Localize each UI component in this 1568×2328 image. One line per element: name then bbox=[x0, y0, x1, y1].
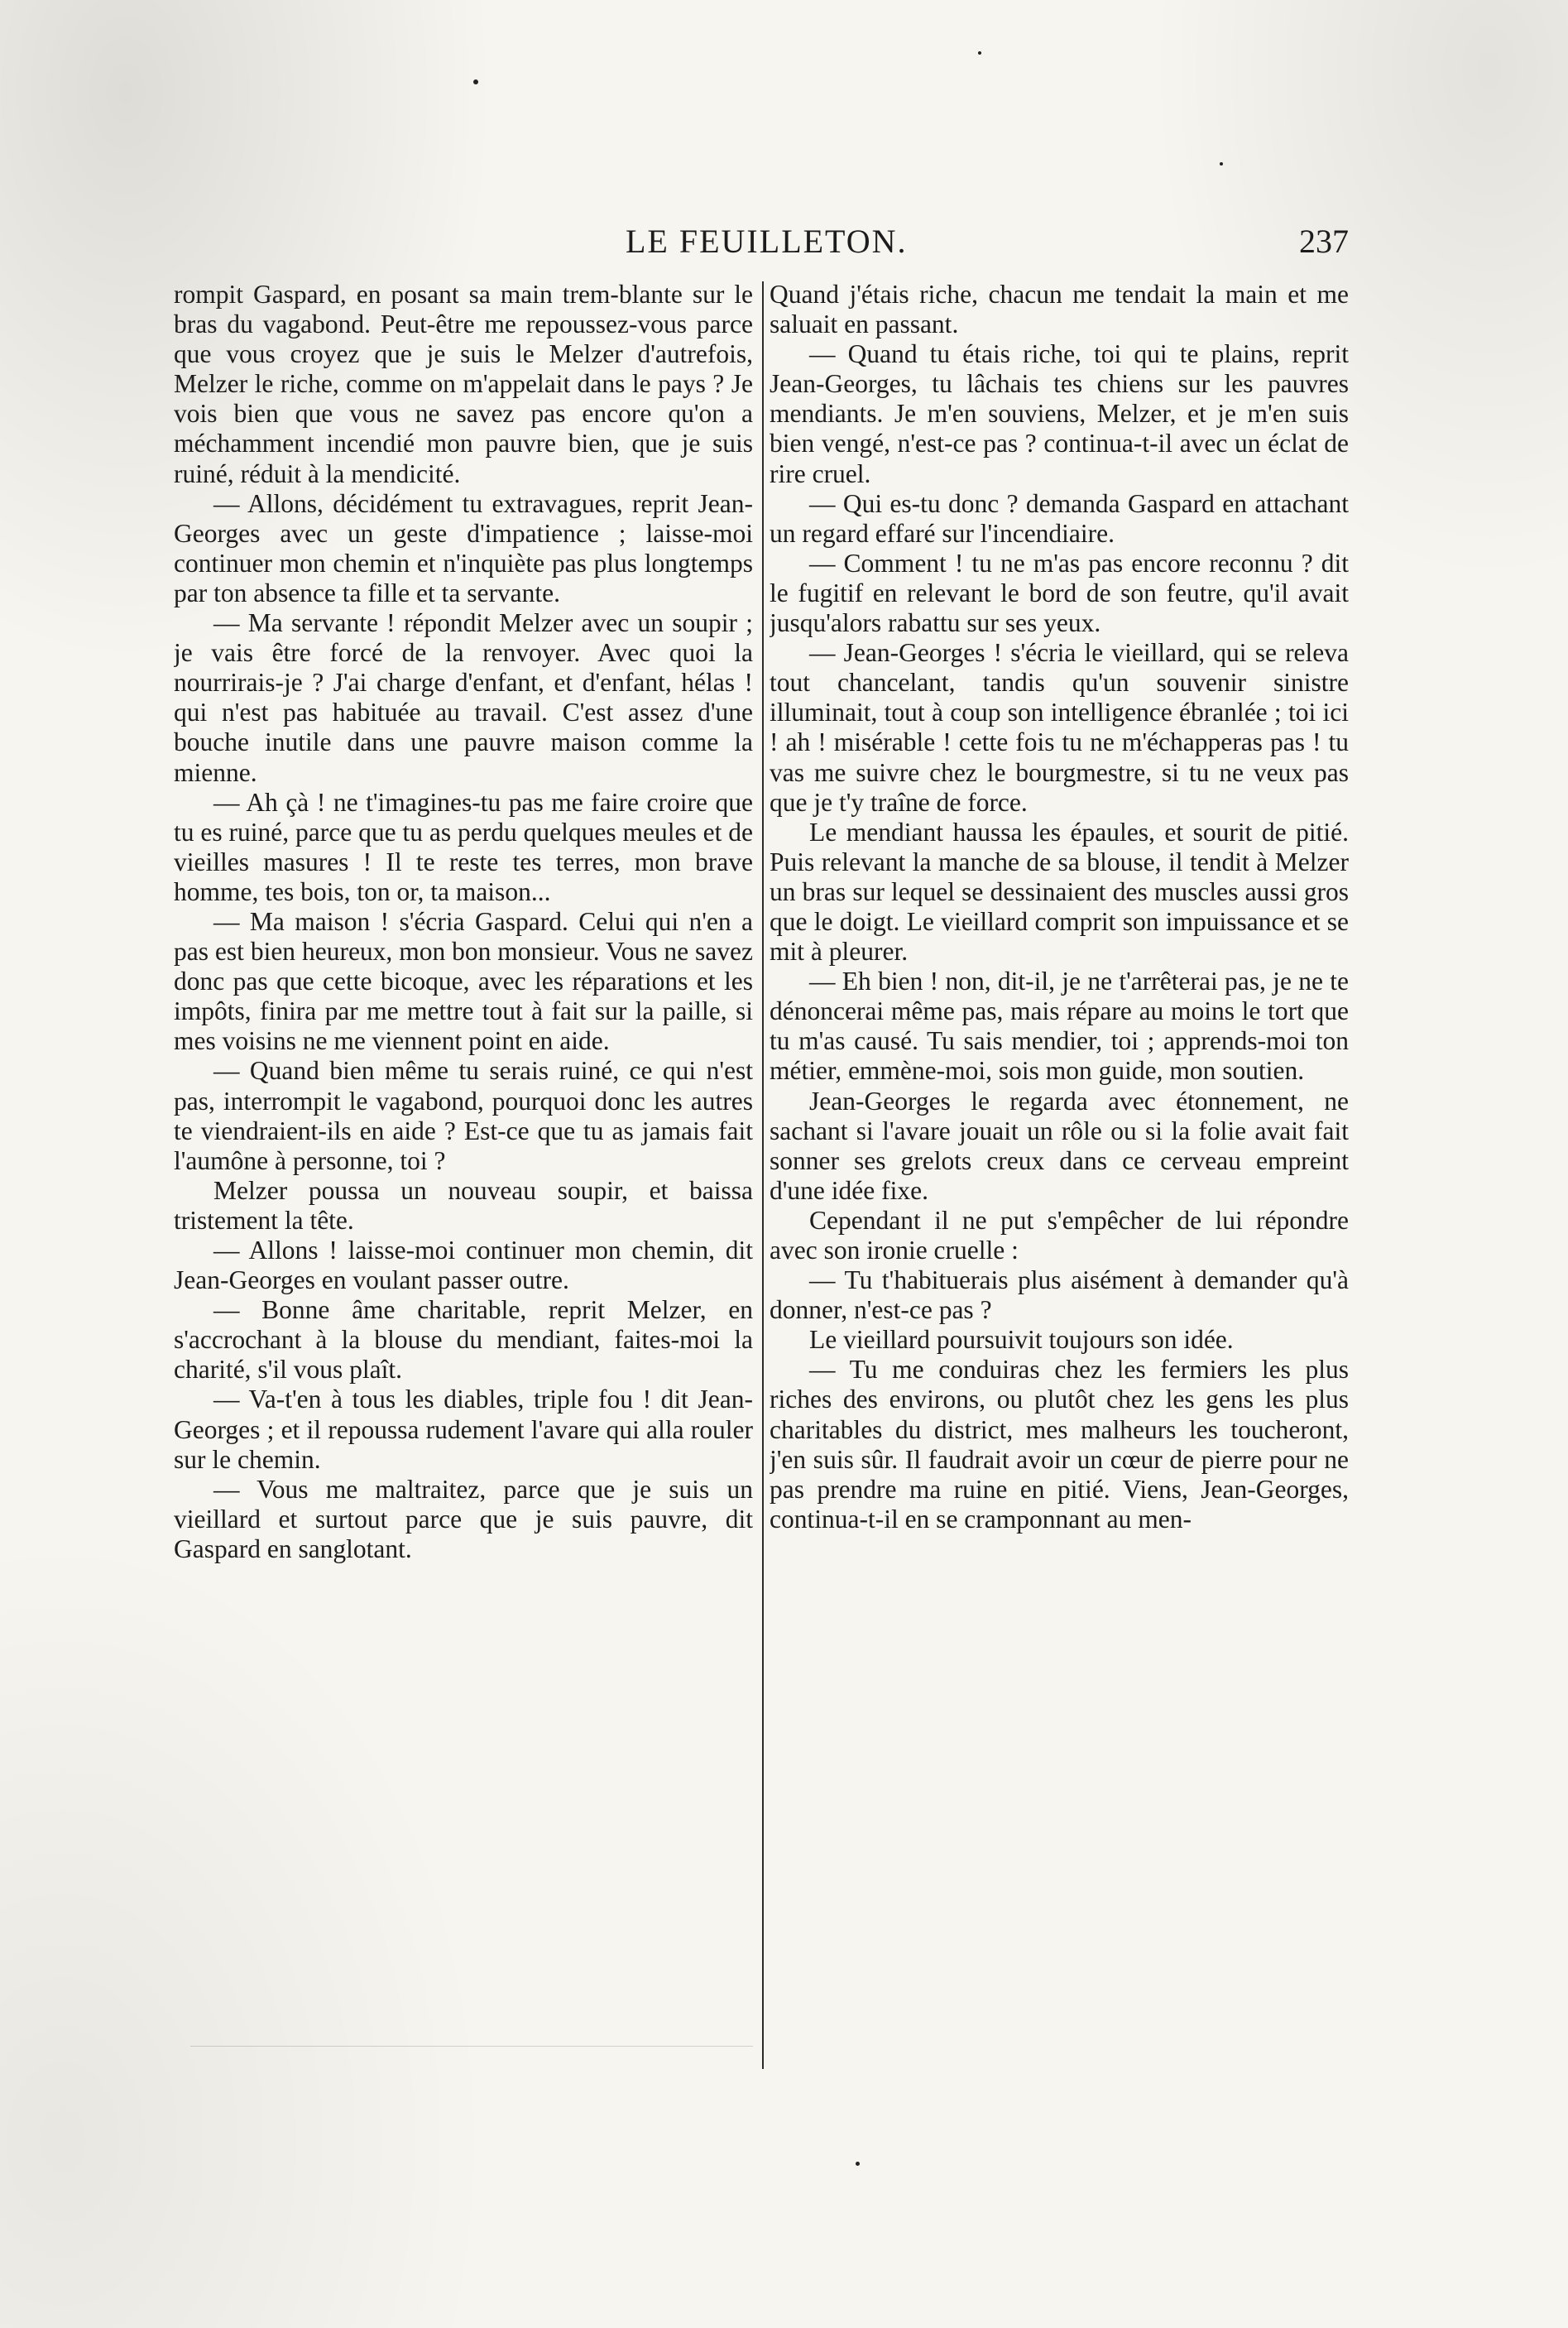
paragraph: rompit Gaspard, en posant sa main trem-blante sur le bras du vagabond. Peut-être me repoussez-vous parce que vous croyez que je suis le Melzer d'autrefois, Melzer le riche, comme on m'appelait dans le pays ? Je vois bien que vous ne savez pas encore qu'on a méchamment incendié mon pauvre bien, que je suis ruiné, réduit à la mendicité. bbox=[174, 280, 753, 488]
paragraph: — Vous me maltraitez, parce que je suis un vieillard et surtout parce que je suis pauvre, dit Gaspard en sanglotant. bbox=[174, 1474, 753, 1563]
paragraph: — Allons, décidément tu extravagues, reprit Jean-Georges avec un geste d'impatience ; laisse-moi continuer mon chemin et n'inquiète pas plus longtemps par ton absence ta fille et ta servante. bbox=[174, 488, 753, 607]
paragraph: Le vieillard poursuivit toujours son idée. bbox=[809, 1325, 1234, 1355]
paragraph: — Bonne âme charitable, reprit Melzer, en s'accrochant à la blouse du mendiant, faites-moi la charité, s'il vous plaît. bbox=[174, 1295, 753, 1385]
right-column bbox=[770, 280, 1349, 2026]
column-rule bbox=[762, 281, 764, 2069]
ink-speck bbox=[978, 51, 981, 55]
paragraph: — Va-t'en à tous les diables, triple fou ! dit Jean-Georges ; et il repoussa rudement l'avare qui alla rouler sur le chemin. bbox=[174, 1385, 753, 1474]
paragraph: — Tu t'habituerais plus aisément à demander qu'à donner, n'est-ce pas ? bbox=[770, 1265, 1349, 1325]
paragraph: — Comment ! tu ne m'as pas encore reconnu ? dit le fugitif en relevant le bord de son feutre, qu'il avait jusqu'alors rabattu sur ses yeux. bbox=[770, 548, 1349, 638]
running-title: LE FEUILLETON. bbox=[626, 223, 908, 260]
page-header bbox=[174, 222, 1349, 271]
paragraph: — Quand bien même tu serais ruiné, ce qui n'est pas, interrompit le vagabond, pourquoi donc les autres te viendraient-ils en aide ? Est-ce que tu as jamais fait l'aumône à personne, toi ? bbox=[174, 1056, 753, 1175]
bottom-rule bbox=[190, 2046, 753, 2047]
paragraph: — Qui es-tu donc ? demanda Gaspard en attachant un regard effaré sur l'incendiaire. bbox=[770, 488, 1349, 548]
ink-speck bbox=[856, 2162, 860, 2166]
paragraph: — Quand tu étais riche, toi qui te plains, reprit Jean-Georges, tu lâchais tes chiens sur les pauvres mendiants. Je m'en souviens, Melzer, et je m'en suis bien vengé, n'est-ce pas ? continua-t-il avec un éclat de rire cruel. bbox=[770, 339, 1349, 488]
paragraph: Quand j'étais riche, chacun me tendait la main et me saluait en passant. bbox=[770, 280, 1349, 339]
paragraph: Le mendiant haussa les épaules, et sourit de pitié. Puis relevant la manche de sa blouse, il tendit à Melzer un bras sur lequel se dessinaient des muscles aussi gros que le doigt. Le vieillard comprit son impuissance et se mit à pleurer. bbox=[770, 817, 1349, 967]
paragraph: — Allons ! laisse-moi continuer mon chemin, dit Jean-Georges en voulant passer outre. bbox=[174, 1236, 753, 1295]
paragraph: — Ah çà ! ne t'imagines-tu pas me faire croire que tu es ruiné, parce que tu as perdu quelques meules et de vieilles masures ! Il te reste tes terres, mon brave homme, tes bois, ton or, ta maison... bbox=[174, 787, 753, 906]
page-number: 237 bbox=[1299, 223, 1349, 260]
paragraph: Cependant il ne put s'empêcher de lui répondre avec son ironie cruelle : bbox=[770, 1205, 1349, 1265]
paragraph: — Ma servante ! répondit Melzer avec un soupir ; je vais être forcé de la renvoyer. Avec quoi la nourrirais-je ? J'ai charge d'enfant, et d'enfant, hélas ! qui n'est pas habituée au travail. C'est assez d'une bouche inutile dans une pauvre maison comme la mienne. bbox=[174, 608, 753, 787]
paragraph: — Tu me conduiras chez les fermiers les plus riches des environs, ou plutôt chez les gens les plus charitables du district, mes malheurs les toucheront, j'en suis sûr. Il faudrait avoir un cœur de pierre pour ne pas prendre ma ruine en pitié. Viens, Jean-Georges, continua-t-il en se cramponnant au men- bbox=[770, 1355, 1349, 1534]
paragraph: Jean-Georges le regarda avec étonnement, ne sachant si l'avare jouait un rôle ou si la folie avait fait sonner ses grelots creux dans ce cerveau empreint d'une idée fixe. bbox=[770, 1086, 1349, 1205]
paragraph: — Eh bien ! non, dit-il, je ne t'arrêterai pas, je ne te dénoncerai même pas, mais répare au moins le tort que tu m'as causé. Tu sais mendier, toi ; apprends-moi ton métier, emmène-moi, sois mon guide, mon soutien. bbox=[770, 967, 1349, 1086]
paragraph: — Jean-Georges ! s'écria le vieillard, qui se releva tout chancelant, tandis qu'un souvenir sinistre illuminait, tout à coup son intelligence ébranlée ; toi ici ! ah ! misérable ! cette fois tu ne m'échapperas pas ! tu vas me suivre chez le bourgmestre, si tu ne veux pas que je t'y traîne de force. bbox=[770, 638, 1349, 817]
ink-speck bbox=[1220, 162, 1223, 166]
ink-speck bbox=[473, 79, 478, 84]
paragraph: Melzer poussa un nouveau soupir, et baissa tristement la tête. bbox=[174, 1175, 753, 1235]
paragraph: — Ma maison ! s'écria Gaspard. Celui qui n'en a pas est bien heureux, mon bon monsieur. Vous ne savez donc pas que cette bicoque, avec les réparations et les impôts, finira par me mettre tout à fait sur la paille, si mes voisins ne me viennent point en aide. bbox=[174, 906, 753, 1056]
left-column bbox=[174, 280, 753, 2026]
